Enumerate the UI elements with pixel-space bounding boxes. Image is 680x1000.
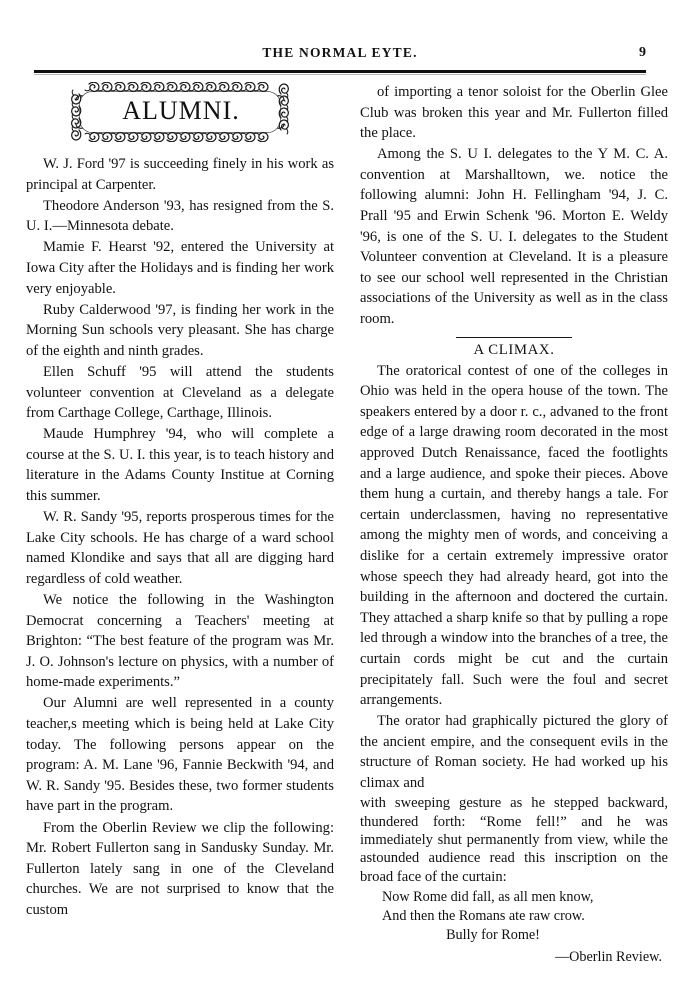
paragraph: The oratorical contest of one of the colleges in Ohio was held in the opera house of the town. The speakers entered by a door r. c., advaned to the front edge of a large drawing room decorated in the most approved Dutch Renaissance, faced the footlights and a large audience, and spoke their pieces. Above them hung a curtain, and thereby hangs a tale. For certain underclassmen, having no representative among the mighty men of words, and conceiving a dislike for a certain extremely impressive orator whose speech they had already heard, got into the building in the afternoon and doctered the curtain. They attached a sharp knife so that by pulling a rope led through a window into the branches of a tree, the curtain cords might be cut and the curtain precipitately fall. Such were the foul and secret arrangements.	[360, 362, 668, 709]
paragraph: W. R. Sandy '95, reports prosperous times for the Lake City schools. He has charge of a ward school named Klondike and says that all are digging hard regardless of cold weather.	[26, 509, 334, 587]
left-column	[26, 82, 334, 982]
right-column	[360, 82, 668, 982]
section-heading	[360, 337, 668, 360]
paragraph: W. J. Ford '97 is succeeding finely in his work as principal at Carpenter.	[26, 156, 334, 193]
paragraph: of importing a tenor soloist for the Oberlin Glee Club was broken this year and Mr. Fullerton filled the place.	[360, 84, 668, 142]
running-head	[34, 44, 646, 64]
paragraph: Mamie F. Hearst '92, entered the University at Iowa City after the Holidays and is finding her work very enjoyable.	[26, 239, 334, 297]
verse-block	[360, 888, 668, 945]
attribution: —Oberlin Review.	[554, 949, 662, 966]
section-title: A CLIMAX.	[473, 341, 555, 358]
paragraph: From the Oberlin Review we clip the following: Mr. Robert Fullerton sang in Sandusky Sunday. Mr. Fullerton lately sang in one of the Cleveland churches. We are not surprised to know that the custom	[26, 819, 334, 918]
paragraph: Maude Humphrey '94, who will complete a course at the S. U. I. this year, is to teach history and literature in the Adams County Institue at Corning this summer.	[26, 426, 334, 504]
paragraph: Among the S. U I. delegates to the Y M. C. A. convention at Marshalltown, we. notice the following alumni: John H. Fellingham '94, J. C. Prall '95 and Erwin Schenk '96. Morton E. Weldy '96, is one of the S. U. I. delegates to the Student Volunteer convention at Cleveland. It is a pleasure to see our school well represented in the Christian associations of the University as well as in the class room.	[360, 146, 668, 328]
paragraph: Ellen Schuff '95 will attend the students volunteer convention at Cleveland as a delegate from Carthage College, Carthage, Illinois.	[26, 363, 334, 422]
paragraph: The orator had graphically pictured the glory of the ancient empire, and the consequent evils in the structure of Roman society. He had worked up his climax and	[360, 713, 668, 791]
two-column-body	[26, 82, 668, 982]
verse-line: Now Rome did fall, as all men know,	[382, 889, 594, 906]
alumni-banner	[69, 82, 291, 142]
header-rule-hairline	[34, 74, 646, 75]
paragraph: Theodore Anderson '93, has resigned from the S. U. I.—Minnesota debate.	[26, 197, 334, 235]
verse-line: Bully for Rome!	[446, 927, 540, 944]
verse-line: And then the Romans ate raw crow.	[382, 908, 585, 925]
paragraph: with sweeping gesture as he stepped backward, thundered forth: “Rome fell!” and he was immediately shut permanently from view, while the astounded audience read this inscription on the broad face of the curtain:	[360, 795, 668, 885]
header-rule	[34, 70, 646, 73]
paragraph: Our Alumni are well represented in a county teacher,s meeting which is being held at Lake City today. The following persons appear on the program: A. M. Lane '96, Fannie Beckwith '94, and W. R. Sandy '95. Besides these, two former students have part in the program.	[26, 695, 334, 815]
alumni-heading: ALUMNI.	[122, 96, 240, 125]
paragraph: We notice the following in the Washington Democrat concerning a Teachers' meeting at Brighton: “The best feature of the program was Mr. J. O. Johnson's lecture on physics, with a number of home-made experiments.”	[26, 591, 334, 691]
page-title: THE NORMAL EYTE.	[262, 45, 418, 60]
page-number: 9	[639, 45, 646, 60]
paragraph: Ruby Calderwood '97, is finding her work in the Morning Sun schools very pleasant. She has charge of the eighth and ninth grades.	[26, 301, 334, 359]
section-divider	[456, 337, 572, 338]
